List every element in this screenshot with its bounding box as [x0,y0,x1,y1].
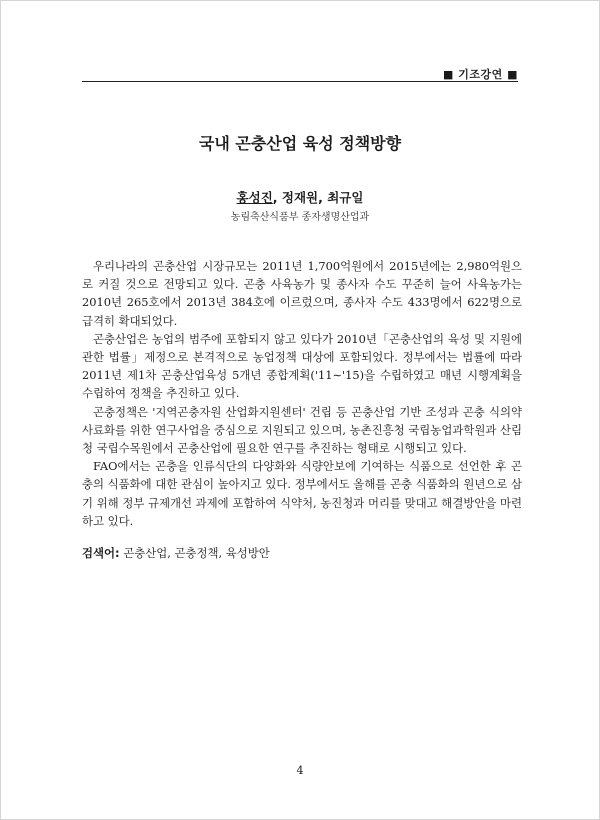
abstract-paragraph: 곤충산업은 농업의 범주에 포함되지 않고 있다가 2010년「곤충산업의 육성 및 지원에 관한 법률」제정으로 본격적으로 농업정책 대상에 포함되었다. 정부에서는 법률에 따라 2011년 제1차 곤충산업육성 5개년 종합계획('11∼'15)을 수립하였고 매년 시행계획을 수립하여 정책을 추진하고 있다. [82,331,522,401]
header-rule [82,81,518,82]
first-author: 홍성진 [236,190,273,205]
keywords-label: 검색어: [82,546,120,560]
page-number: 4 [296,764,304,777]
authors [0,188,600,206]
keywords-values: 곤충산업, 곤충정책, 육성방안 [119,546,270,560]
abstract-paragraph: 우리나라의 곤충산업 시장규모는 2011년 1,700억원에서 2015년에는 2,980억원으로 커질 것으로 전망되고 있다. 곤충 사육농가 및 종사자 수도 꾸준히 늘어 사육농가는 2010년 265호에서 2013년 384호에 이르렀으며, 종사자 수도 433명에서 622명으로 급격히 확대되었다. [82,259,522,328]
section-label: ■ 기조강연 ■ [443,68,518,81]
article-title: 국내 곤충산업 육성 정책방향 [198,134,402,153]
co-authors: , 정재원, 최규일 [272,190,364,205]
keywords [82,544,522,562]
abstract-paragraph: FAO에서는 곤충을 인류식단의 다양화와 식량안보에 기여하는 식품으로 선언한 후 곤충의 식품화에 대한 관심이 높아지고 있다. 정부에서도 올해를 곤충 식품화의 원년으로 삼기 위해 정부 규제개선 과제에 포함하여 식약처, 농진청과 머리를 맞대고 해결방안을 마련하고 있다. [82,459,522,528]
abstract [82,257,522,530]
abstract-paragraph: 곤충정책은 '지역곤충자원 산업화지원센터' 건립 등 곤충산업 기반 조성과 곤충 식의약사료화를 위한 연구사업을 중심으로 지원되고 있으며, 농촌진흥청 국립농업과학원과 산림청 국립수목원에서 곤충산업에 필요한 연구를 추진하는 형태로 시행되고 있다. [82,404,522,456]
affiliation: 농림축산식품부 종자생명산업과 [230,212,370,223]
